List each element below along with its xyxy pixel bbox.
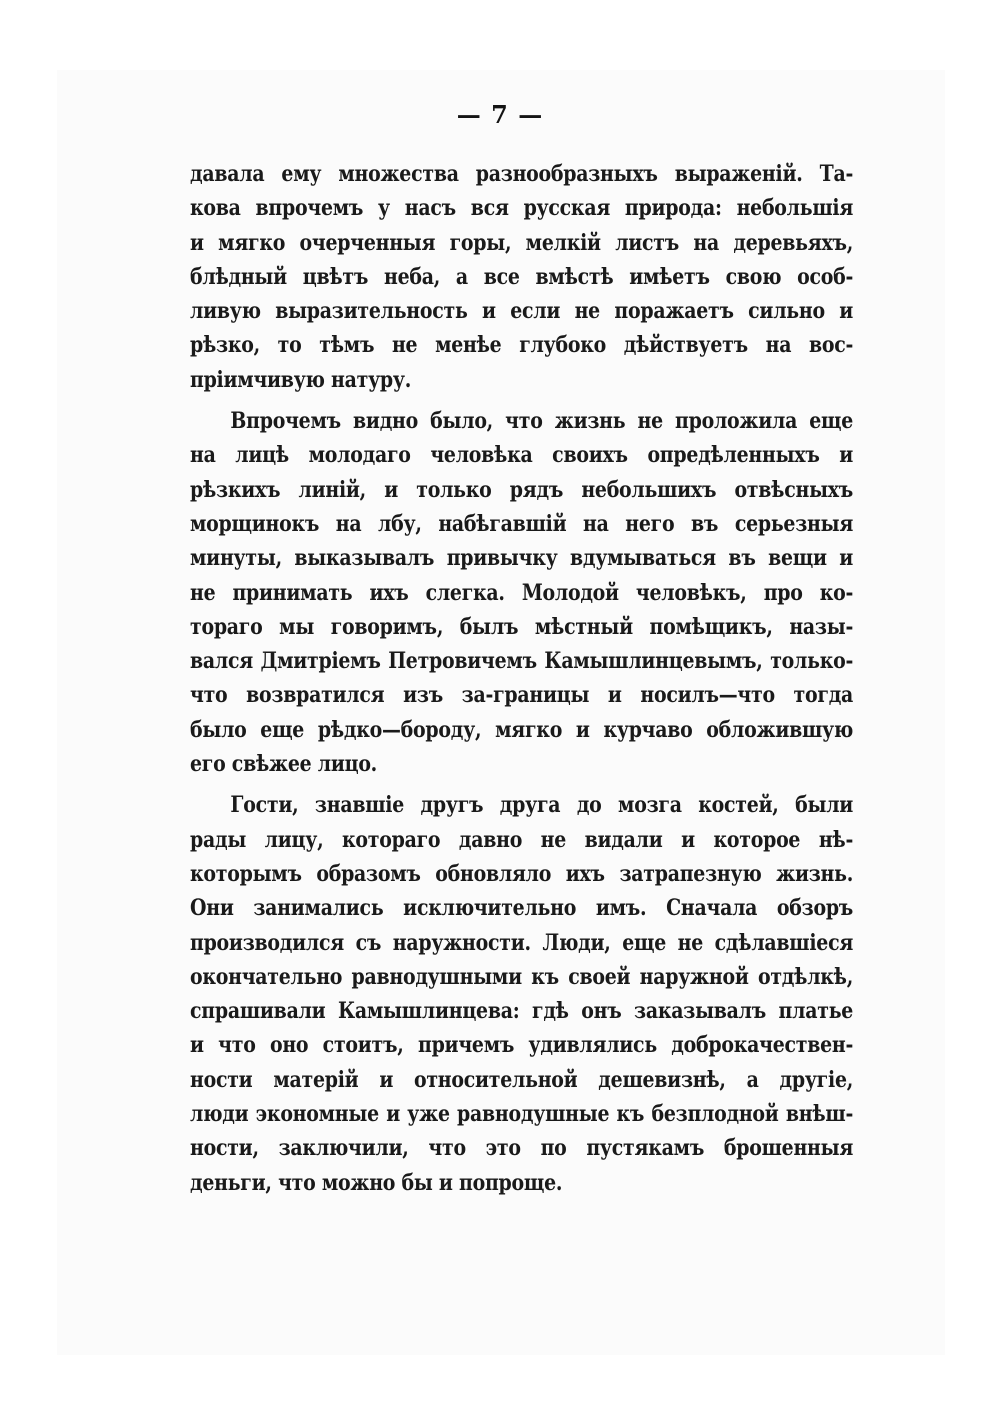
text-line: рады лицу, котораго давно не видали и которое нѣ- bbox=[190, 826, 854, 853]
text-line: и что оно стоитъ, причемъ удивлялись доброкачествен- bbox=[190, 1032, 854, 1059]
text-line: ности, заключили, что это по пустякамъ брошенныя bbox=[190, 1135, 854, 1162]
text-line: вался Дмитріемъ Петровичемъ Камышлинцевымъ, только- bbox=[190, 648, 854, 675]
text-line: ливую выразительность и если не поражаетъ сильно и bbox=[190, 298, 854, 325]
text-line: окончательно равнодушными къ своей наружной отдѣлкѣ, bbox=[190, 963, 854, 990]
text-line: и мягко очерченныя горы, мелкій листъ на деревьяхъ, bbox=[190, 229, 854, 256]
text-line: рѣзко, то тѣмъ не менѣе глубоко дѣйствуетъ на вос- bbox=[190, 332, 854, 359]
text-line: Гости, знавшіе другъ друга до мозга костей, были bbox=[230, 792, 854, 819]
text-line: кова впрочемъ у насъ вся русская природа: небольшія bbox=[190, 195, 854, 222]
text-line: рѣзкихъ линій, и только рядъ небольшихъ отвѣсныхъ bbox=[190, 476, 854, 503]
paragraph-3 bbox=[190, 788, 853, 1200]
text-line: морщинокъ на лбу, набѣгавшій на него въ серьезныя bbox=[190, 510, 854, 537]
text-line: что возвратился изъ за-границы и носилъ—что тогда bbox=[190, 682, 854, 709]
text-line: ности матерій и относительной дешевизнѣ, а другіе, bbox=[190, 1066, 854, 1093]
text-line: минуты, выказывалъ привычку вдумываться въ вещи и bbox=[190, 545, 854, 572]
text-line: блѣдный цвѣтъ неба, а все вмѣстѣ имѣетъ свою особ- bbox=[190, 263, 854, 290]
text-line: люди экономные и уже равнодушные къ безплодной внѣш- bbox=[190, 1101, 854, 1128]
text-line: спрашивали Камышлинцева: гдѣ онъ заказывалъ платье bbox=[190, 998, 854, 1025]
paragraph-1 bbox=[190, 157, 853, 397]
text-line: давала ему множества разнообразныхъ выраженій. Та- bbox=[190, 161, 854, 187]
text-line: которымъ образомъ обновляло ихъ затрапезную жизнь. bbox=[190, 860, 854, 887]
text-line: Они занимались исключительно имъ. Сначала обзоръ bbox=[190, 895, 854, 922]
body-text bbox=[190, 157, 853, 1200]
paragraph-2 bbox=[190, 404, 853, 781]
page-number: — 7 — bbox=[456, 100, 544, 129]
text-line: деньги, что можно бы и попроще. bbox=[190, 1169, 563, 1196]
text-line: на лицѣ молодаго человѣка своихъ опредѣленныхъ и bbox=[190, 442, 854, 469]
text-line: не принимать ихъ слегка. Молодой человѣкъ, про ко- bbox=[190, 579, 854, 606]
text-line: Впрочемъ видно было, что жизнь не проложила еще bbox=[230, 408, 854, 435]
text-line: пріимчивую натуру. bbox=[190, 366, 412, 393]
text-line: тораго мы говоримъ, былъ мѣстный помѣщикъ, назы- bbox=[190, 613, 854, 640]
text-line: производился съ наружности. Люди, еще не сдѣлавшіеся bbox=[190, 929, 854, 956]
text-line: было еще рѣдко—бороду, мягко и курчаво обложившую bbox=[190, 716, 854, 743]
text-line: его свѣжее лицо. bbox=[190, 751, 378, 778]
